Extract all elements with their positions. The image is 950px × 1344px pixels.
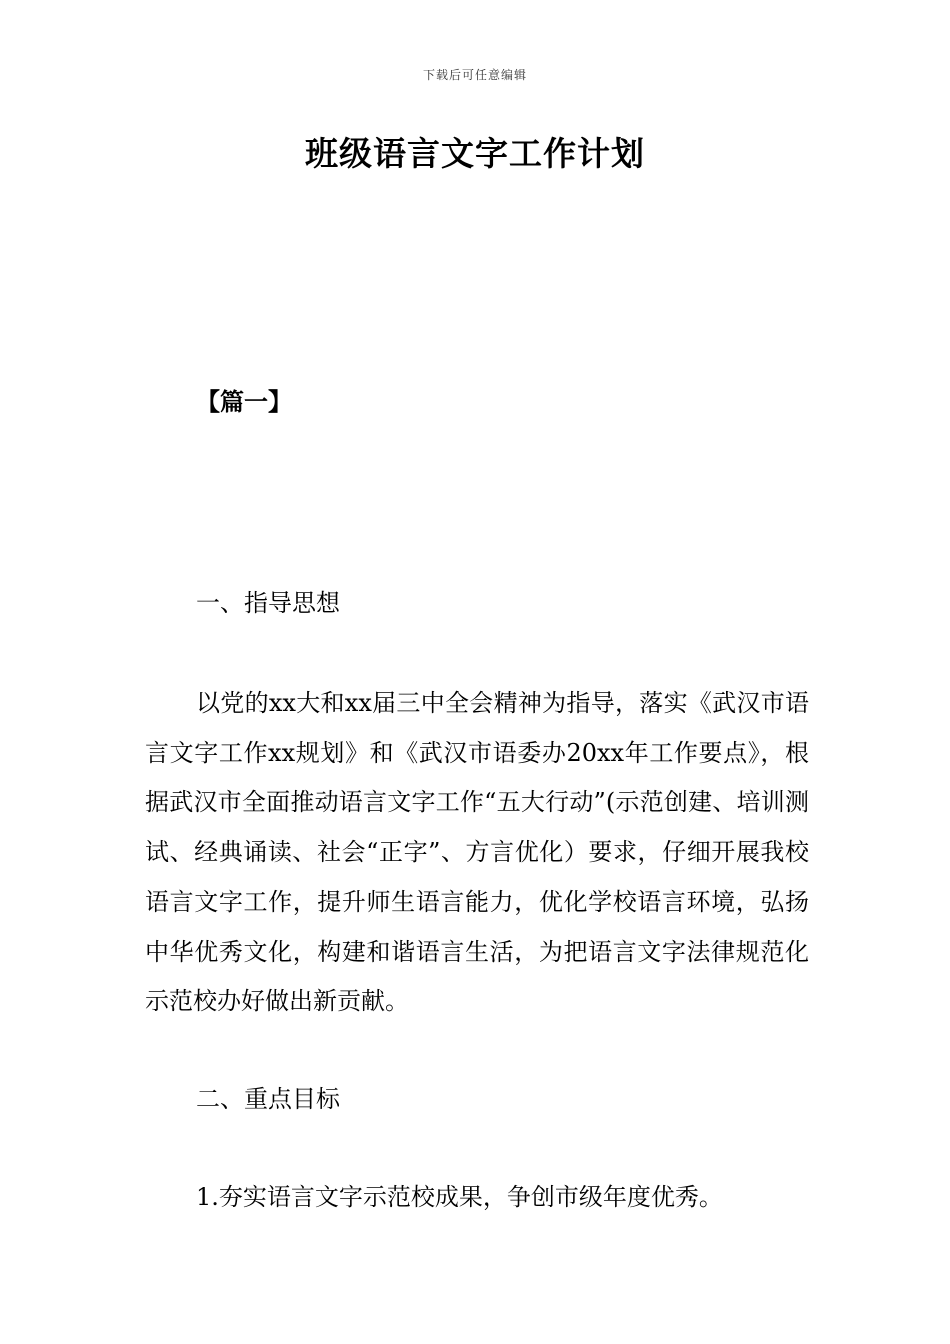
list-item: 1.夯实语言文字示范校成果，争创市级年度优秀。 — [196, 1183, 723, 1211]
heading-guiding-ideology: 一、指导思想 — [196, 589, 340, 617]
document-title: 班级语言文字工作计划 — [305, 134, 645, 173]
body-paragraph: 以党的xx大和xx届三中全会精神为指导，落实《武汉市语言文字工作xx规划》和《武汉市语委办20xx年工作要点》，根据武汉市全面推动语言文字工作“五大行动”(示范创建、培训测试、经典诵读、社会“正字”、方言优化）要求，仔细开展我校语言文字工作，提升师生语言能力，优化学校语言环境，弘扬中华优秀文化，构建和谐语言生活，为把语言文字法律规范化示范校办好做出新贡献。 — [145, 689, 809, 1016]
section-tag: 【篇一】 — [196, 387, 292, 416]
heading-key-goals: 二、重点目标 — [196, 1085, 340, 1113]
header-note: 下载后可任意编辑 — [422, 68, 527, 82]
